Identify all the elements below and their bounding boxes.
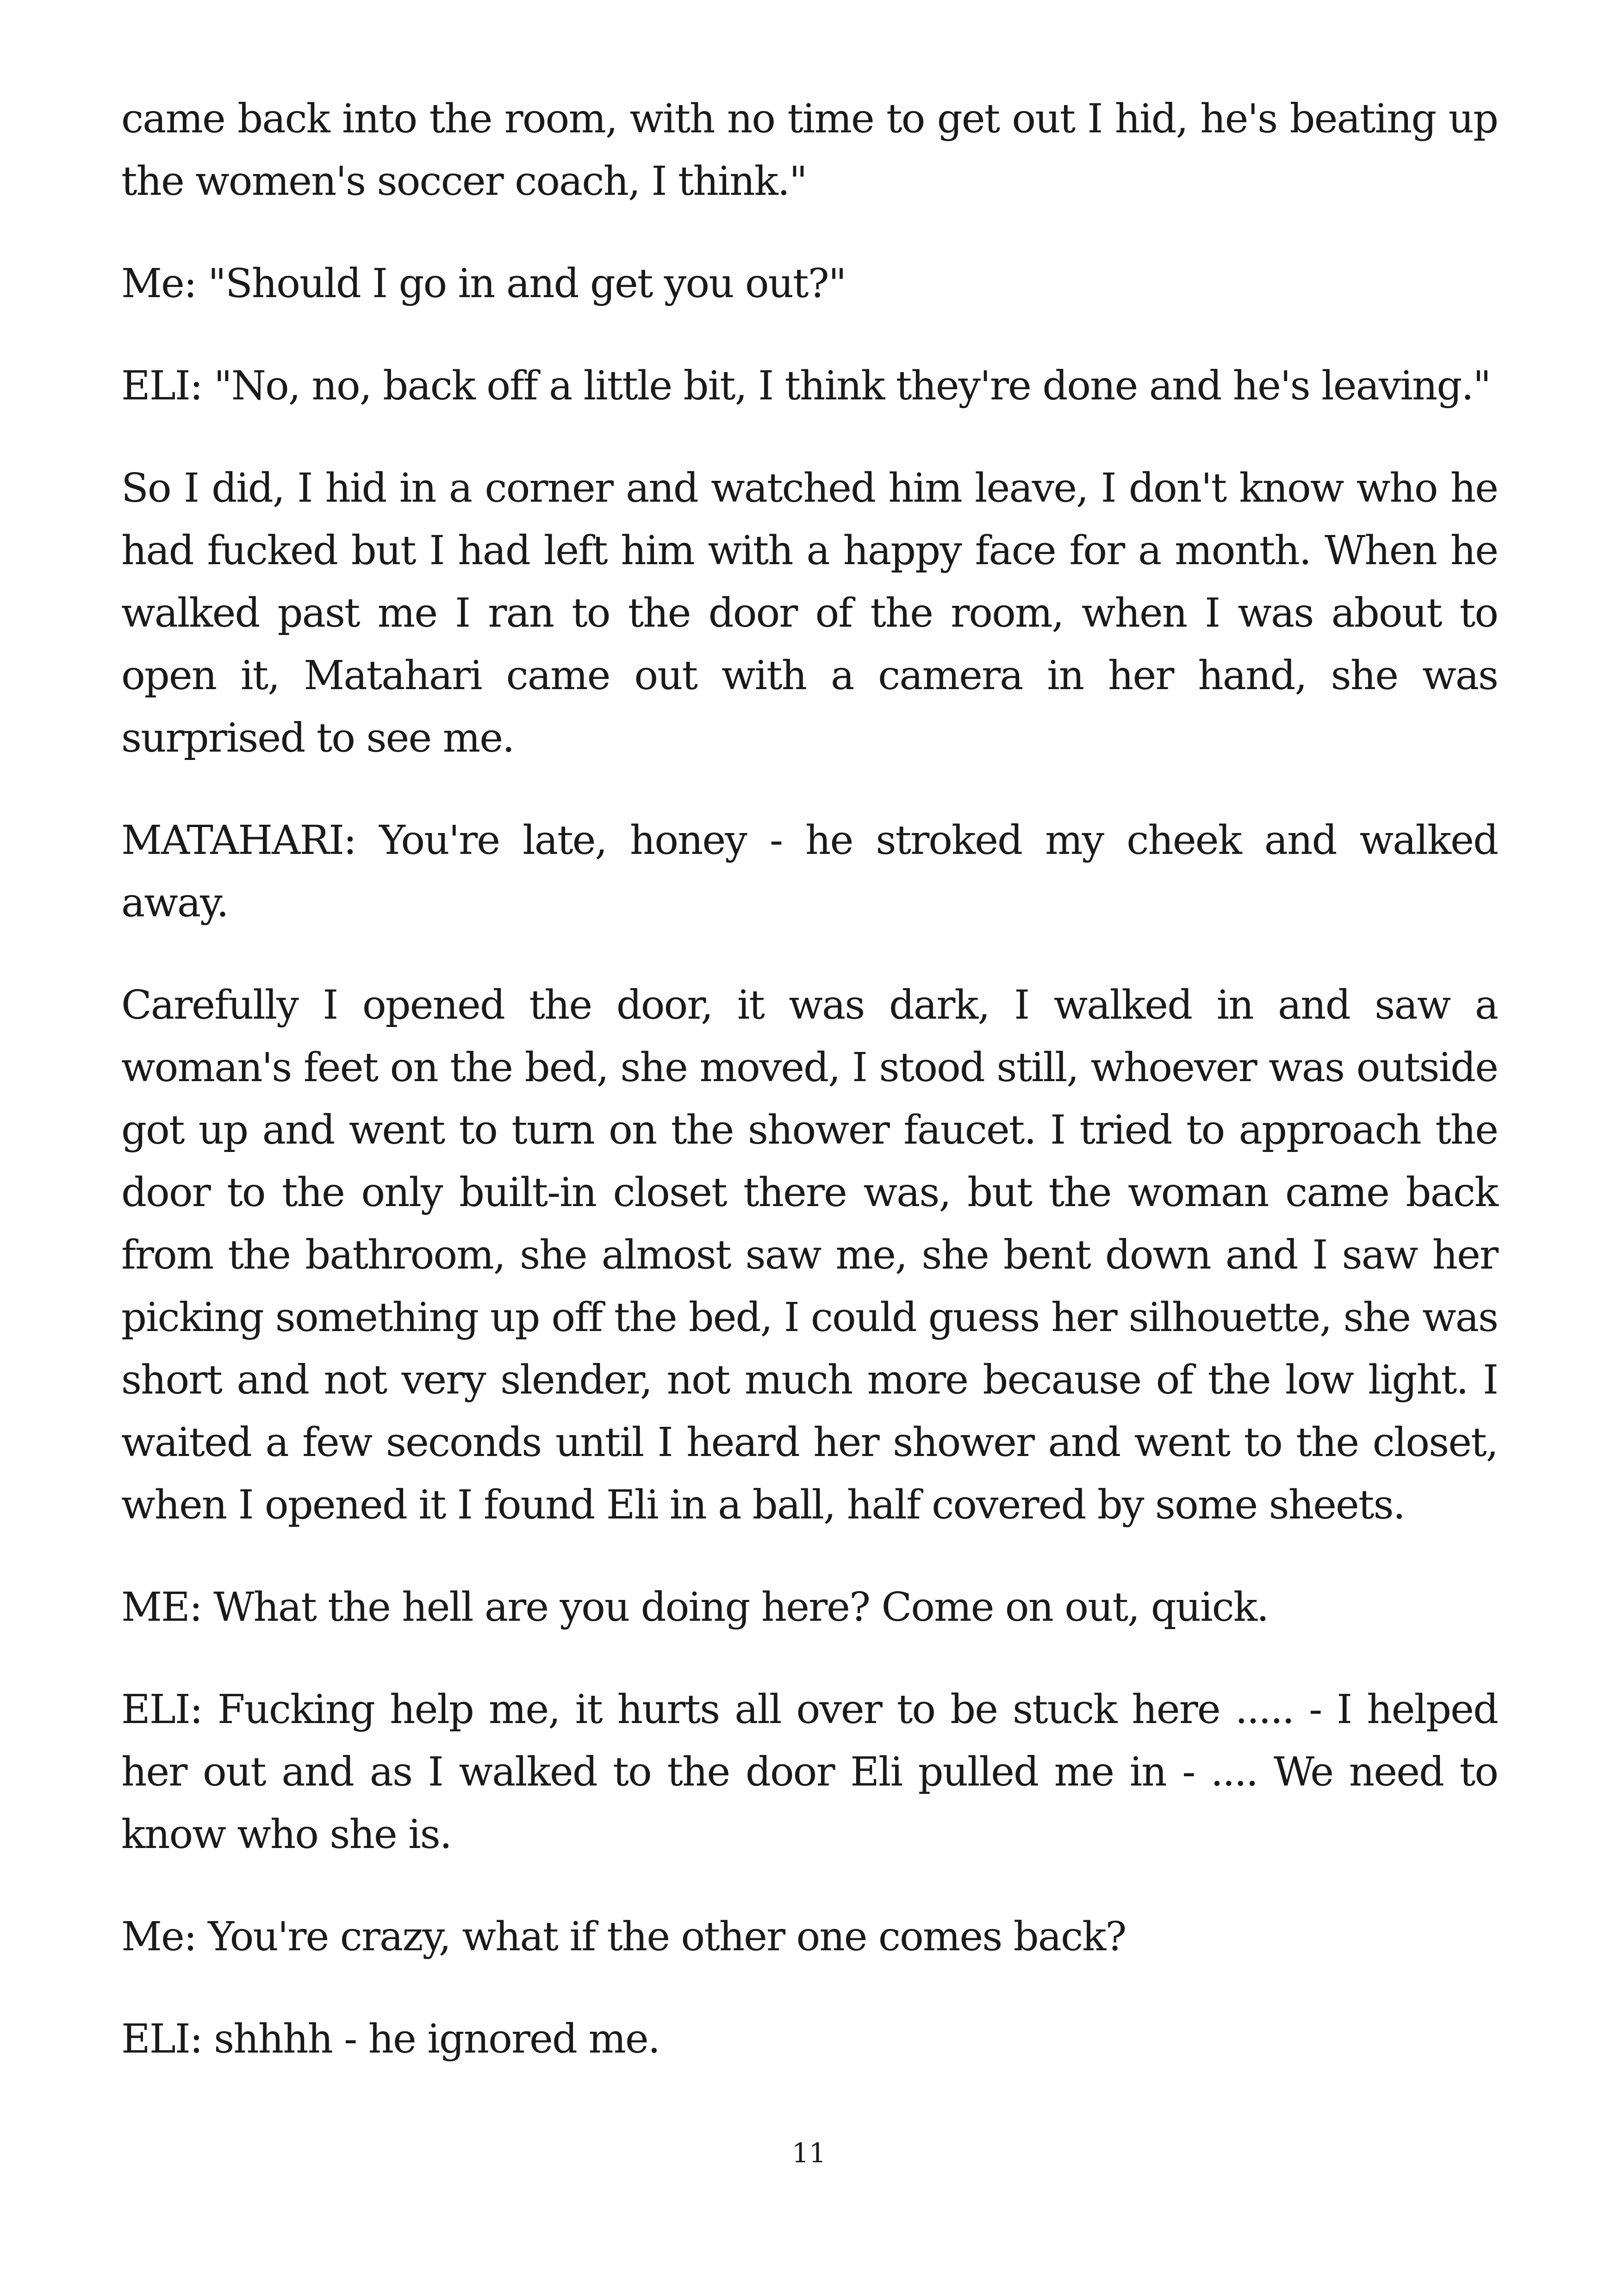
paragraph: Carefully I opened the door, it was dark, I walked in and saw a woman's feet on the bed, she moved, I stood still, whoever was outside got up and went to turn on the shower faucet. I tried to approach the door to the only built-in closet there was, but the woman came back from the bathroom, she almost saw me, she bent down and I saw her picking something up off the bed, I could guess her silhouette, she was short and not very slender, not much more because of the low light. I waited a few seconds until I heard her shower and went to the closet, when I opened it I found Eli in a ball, half covered by some sheets.: [121, 982, 1498, 1528]
paragraph: ELI: Fucking help me, it hurts all over to be stuck here ..... - I helped her out and as I walked to the door Eli pulled me in - .... We need to know who she is.: [121, 1686, 1498, 1858]
paragraph: MATAHARI: You're late, honey - he stroked my cheek and walked away.: [121, 817, 1498, 926]
body-text: [121, 88, 1498, 2110]
paragraph: Me: You're crazy, what if the other one comes back?: [121, 1914, 1126, 1960]
page-number: 11: [792, 2137, 826, 2169]
paragraph: ELI: shhhh - he ignored me.: [121, 2016, 660, 2062]
paragraph: So I did, I hid in a corner and watched him leave, I don't know who he had fucked but I had left him with a happy face for a month. When he walked past me I ran to the door of the room, when I was about to open it, Matahari came out with a camera in her hand, she was surprised to see me.: [121, 465, 1498, 761]
paragraph: Me: "Should I go in and get you out?": [121, 261, 846, 307]
paragraph: ME: What the hell are you doing here? Come on out, quick.: [121, 1584, 1269, 1630]
paragraph: ELI: "No, no, back off a little bit, I think they're done and he's leaving.": [121, 363, 1491, 409]
paragraph: came back into the room, with no time to get out I hid, he's beating up the women's soccer coach, I think.": [121, 96, 1498, 205]
